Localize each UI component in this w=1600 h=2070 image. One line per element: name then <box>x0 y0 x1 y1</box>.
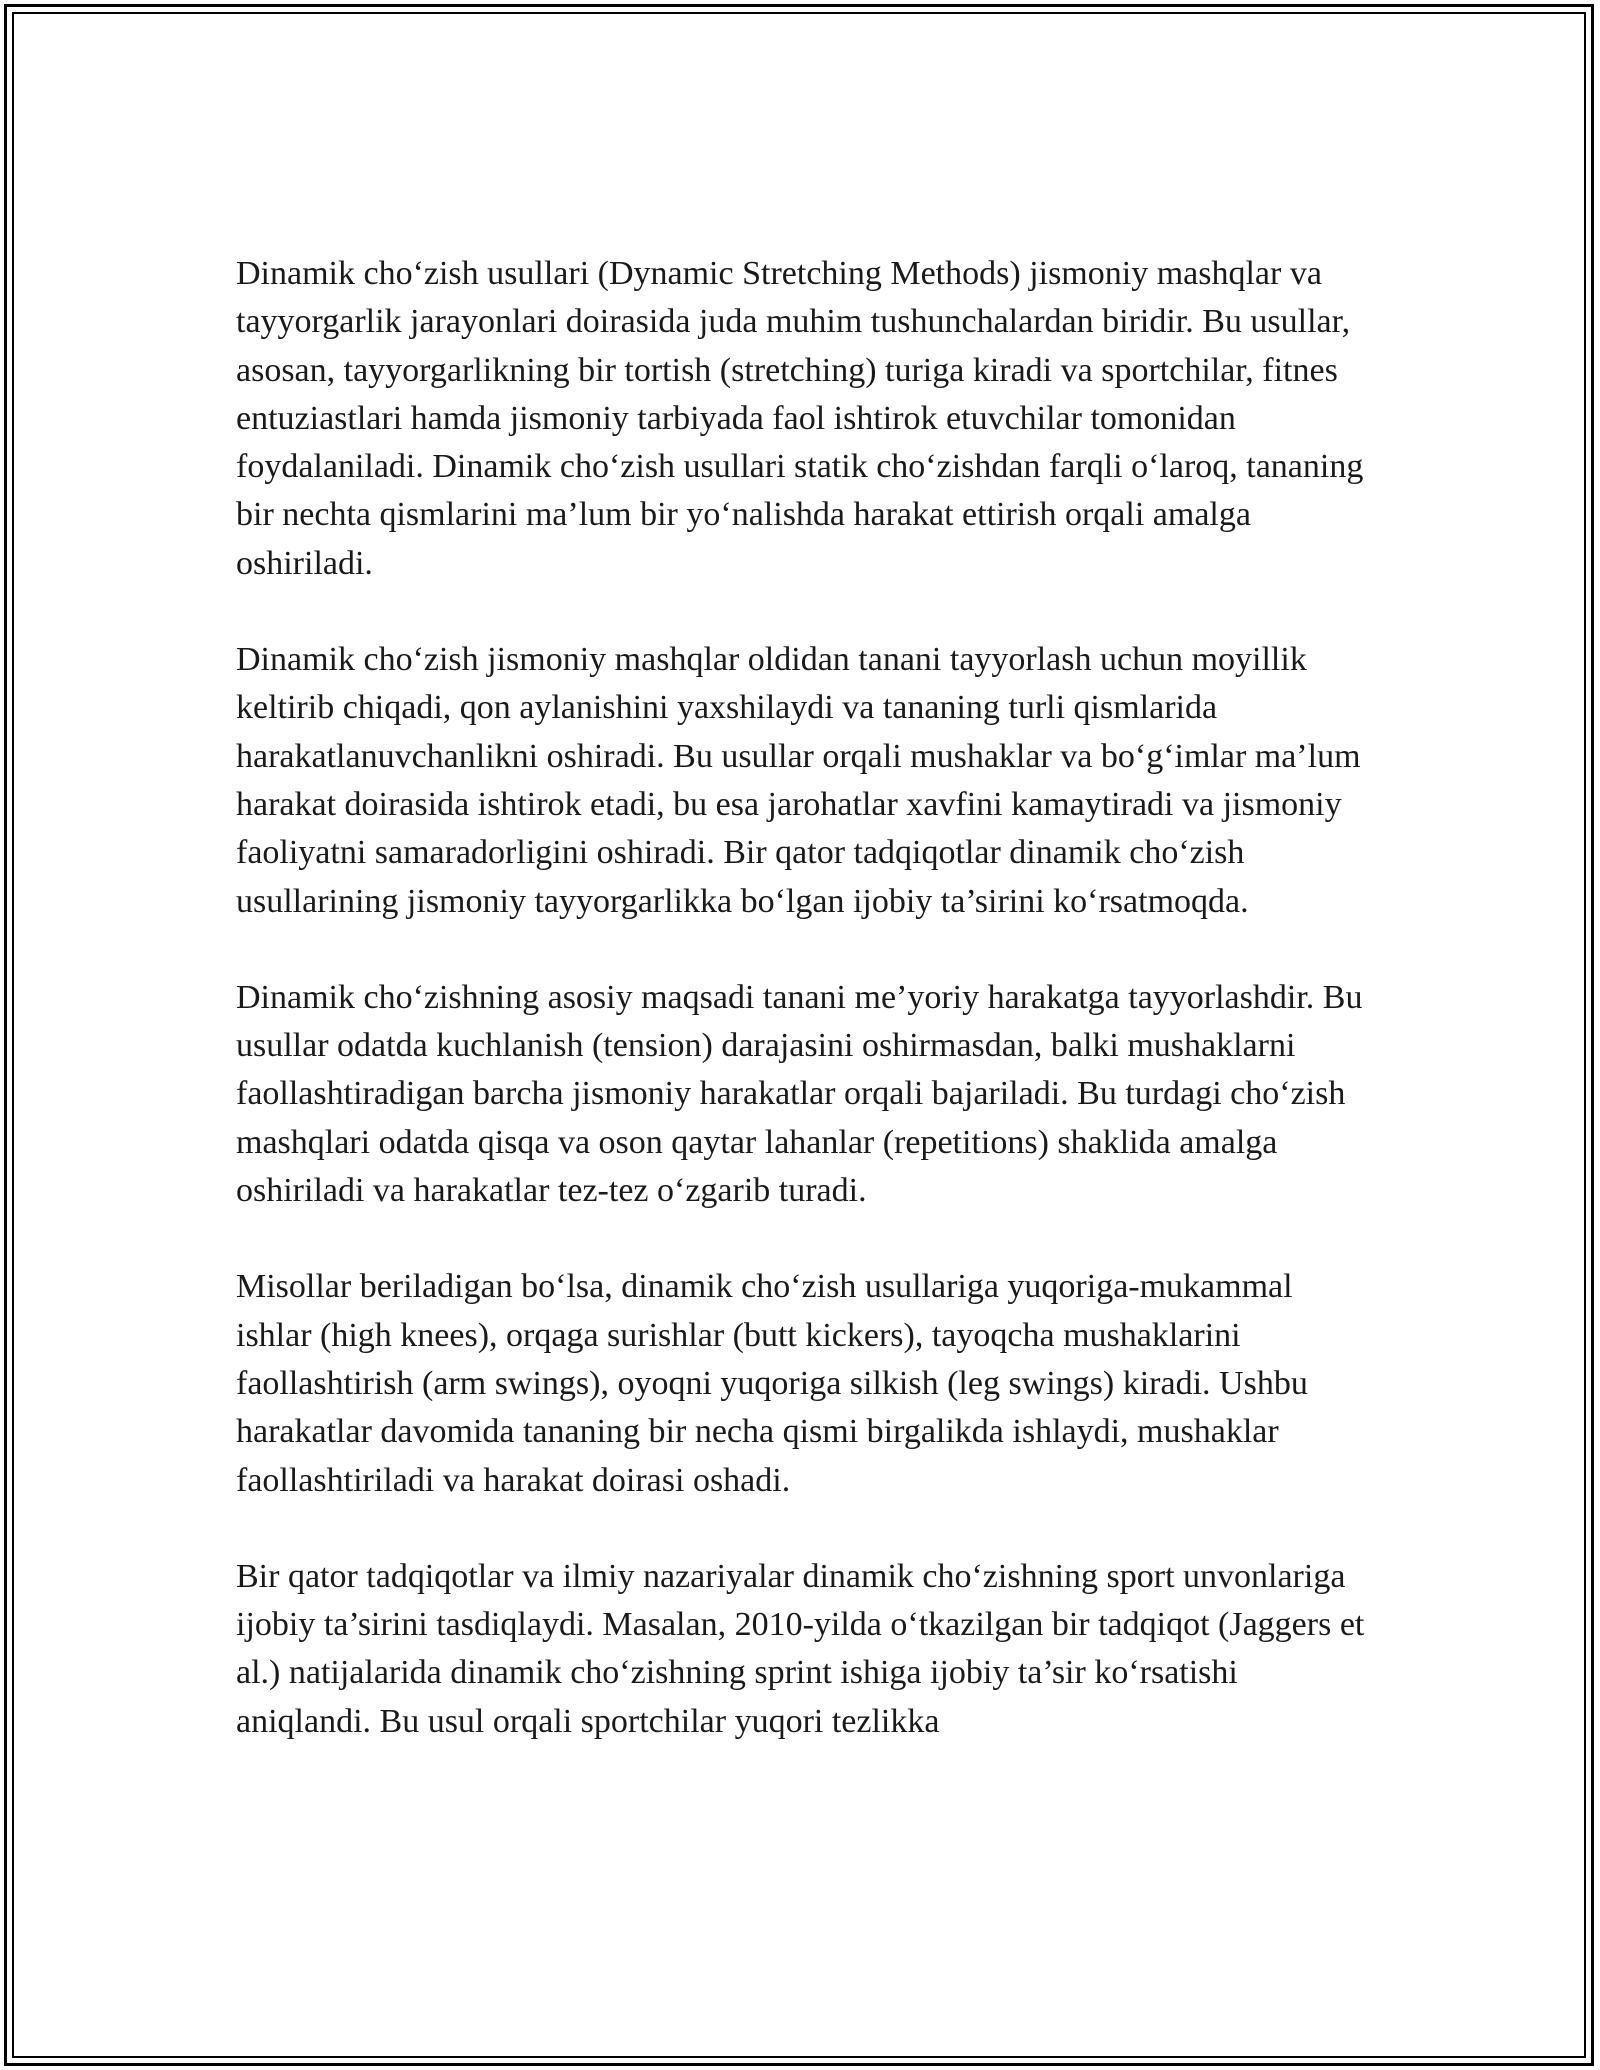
paragraph-3: Dinamik cho‘zishning asosiy maqsadi tanani me’yoriy harakatga tayyorlashdir. Bu usullar odatda kuchlanish (tension) darajasini oshirmasdan, balki mushaklarni faollashtiradigan barcha jismoniy harakatlar orqali bajariladi. Bu turdagi cho‘zish mashqlari odatda qisqa va oson qaytar lahanlar (repetitions) shaklida amalga oshiriladi va harakatlar tez-tez o‘zgarib turadi. <box>236 978 1363 1210</box>
paragraph-1: Dinamik cho‘zish usullari (Dynamic Stretching Methods) jismoniy mashqlar va tayyorgarlik jarayonlari doirasida juda muhim tushunchalardan biridir. Bu usullar, asosan, tayyorgarlikning bir tortish (stretching) turiga kiradi va sportchilar, fitnes entuziastlari hamda jismoniy tarbiyada faol ishtirok etuvchilar tomonidan foydalaniladi. Dinamik cho‘zish usullari statik cho‘zishdan farqli o‘laroq, tananing bir nechta qismlarini ma’lum bir yo‘nalishda harakat ettirish orqali amalga oshiriladi. <box>236 255 1364 582</box>
document-body <box>236 250 1376 1746</box>
paragraph-2: Dinamik cho‘zish jismoniy mashqlar oldidan tanani tayyorlash uchun moyillik keltirib chiqadi, qon aylanishini yaxshilaydi va tananing turli qismlarida harakatlanuvchanlikni oshiradi. Bu usullar orqali mushaklar va bo‘g‘imlar ma’lum harakat doirasida ishtirok etadi, bu esa jarohatlar xavfini kamaytiradi va jismoniy faoliyatni samaradorligini oshiradi. Bir qator tadqiqotlar dinamik cho‘zish usullarining jismoniy tayyorgarlikka bo‘lgan ijobiy ta’sirini ko‘rsatmoqda. <box>236 641 1361 920</box>
paragraph-4: Misollar beriladigan bo‘lsa, dinamik cho‘zish usullariga yuqoriga-mukammal ishlar (high knees), orqaga surishlar (butt kickers), tayoqcha mushaklarini faollashtirish (arm swings), oyoqni yuqoriga silkish (leg swings) kiradi. Ushbu harakatlar davomida tananing bir necha qismi birgalikda ishlaydi, mushaklar faollashtiriladi va harakat doirasi oshadi. <box>236 1268 1308 1499</box>
paragraph-5: Bir qator tadqiqotlar va ilmiy nazariyalar dinamik cho‘zishning sport unvonlariga ijobiy ta’sirini tasdiqlaydi. Masalan, 2010-yilda o‘tkazilgan bir tadqiqot (Jaggers et al.) natijalarida dinamik cho‘zishning sprint ishiga ijobiy ta’sir ko‘rsatishi aniqlandi. Bu usul orqali sportchilar yuqori tezlikka <box>236 1557 1365 1740</box>
